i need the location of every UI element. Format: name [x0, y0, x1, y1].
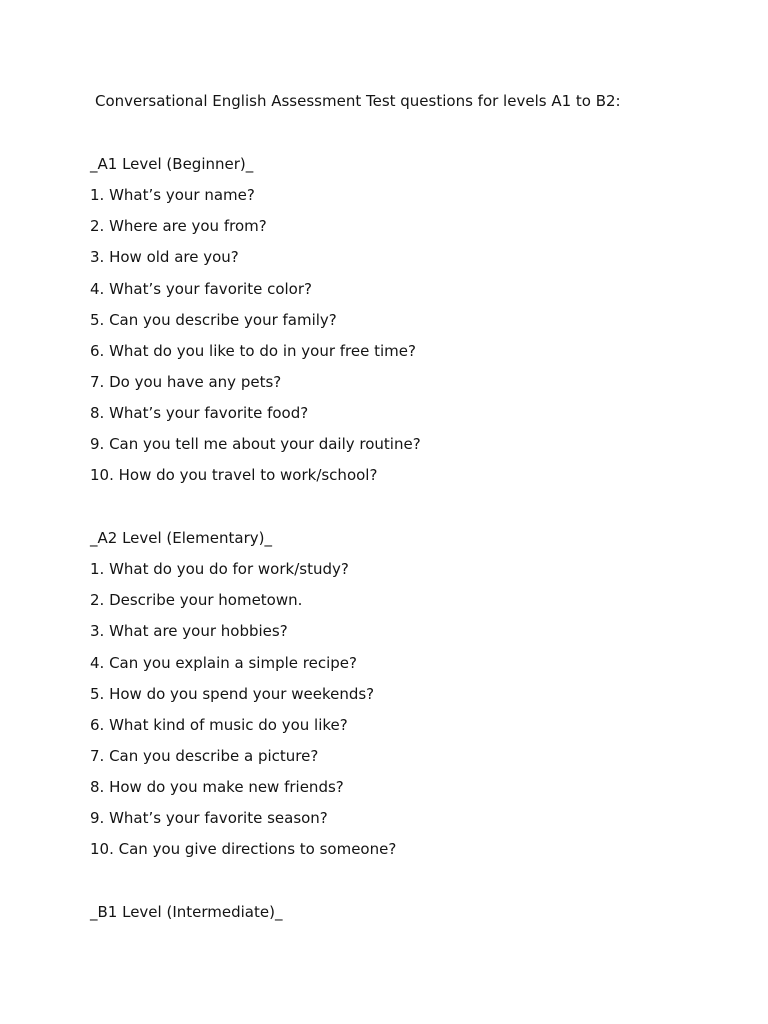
question-item: 6. What kind of music do you like?: [90, 715, 348, 734]
section-a1: [90, 154, 730, 497]
section-heading-a1: _A1 Level (Beginner)_: [90, 155, 254, 173]
question-item: 10. How do you travel to work/school?: [90, 466, 378, 485]
question-item: 2. Where are you from?: [90, 217, 267, 236]
question-item: 4. What’s your favorite color?: [90, 279, 312, 298]
question-item: 7. Can you describe a picture?: [90, 746, 319, 765]
question-item: 5. How do you spend your weekends?: [90, 684, 375, 703]
question-item: 10. Can you give directions to someone?: [90, 840, 397, 859]
question-list-a2: [90, 559, 730, 870]
question-item: 2. Describe your hometown.: [90, 591, 303, 610]
question-list-a1: [90, 185, 730, 496]
question-item: 9. Can you tell me about your daily routine?: [90, 435, 421, 454]
question-item: 8. How do you make new friends?: [90, 778, 344, 797]
question-item: 6. What do you like to do in your free time?: [90, 341, 416, 360]
question-item: 3. What are your hobbies?: [90, 622, 288, 641]
question-item: 7. Do you have any pets?: [90, 372, 282, 391]
question-item: 8. What’s your favorite food?: [90, 404, 309, 423]
section-b1: [90, 902, 730, 933]
section-a2: [90, 528, 730, 871]
document-title: Conversational English Assessment Test questions for levels A1 to B2:: [95, 92, 621, 110]
question-item: 4. Can you explain a simple recipe?: [90, 653, 357, 672]
question-item: 9. What’s your favorite season?: [90, 809, 328, 828]
section-heading-b1: _B1 Level (Intermediate)_: [90, 903, 283, 921]
question-item: 5. Can you describe your family?: [90, 310, 337, 329]
section-heading-a2: _A2 Level (Elementary)_: [90, 529, 272, 547]
question-item: 1. What do you do for work/study?: [90, 560, 349, 579]
question-item: 3. How old are you?: [90, 248, 239, 267]
question-item: 1. What’s your name?: [90, 186, 255, 205]
